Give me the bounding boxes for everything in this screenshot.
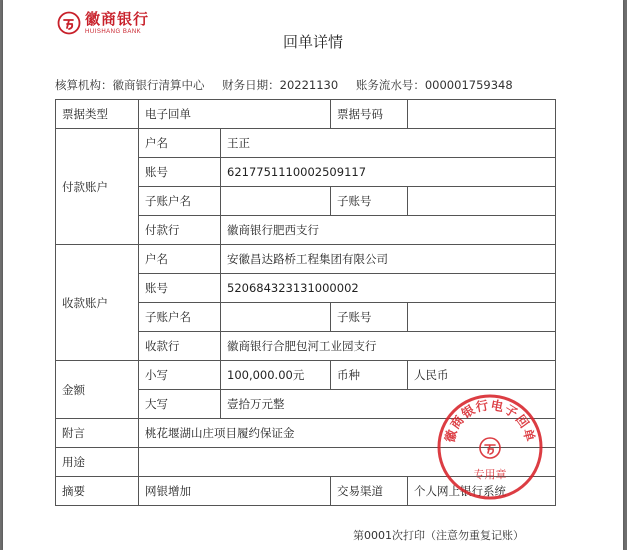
bill-no-label: 票据号码 <box>331 100 408 129</box>
payee-sub-name-value <box>221 303 331 332</box>
payer-sub-name-value <box>221 187 331 216</box>
summary-label: 摘要 <box>56 477 139 506</box>
payee-name-label: 户名 <box>139 245 221 274</box>
payee-sub-no-value <box>408 303 556 332</box>
org-value: 徽商银行清算中心 <box>112 78 205 92</box>
channel-value: 个人网上银行系统 <box>408 477 556 506</box>
bill-no-value <box>408 100 556 129</box>
table-row <box>56 448 556 477</box>
table-row <box>56 129 556 158</box>
bill-type-label: 票据类型 <box>56 100 139 129</box>
bank-name: 徽商银行 <box>85 10 150 28</box>
summary-value: 网银增加 <box>139 477 331 506</box>
payer-name-label: 户名 <box>139 129 221 158</box>
payee-sub-no-label: 子账号 <box>331 303 408 332</box>
amount-lower-label: 小写 <box>139 361 221 390</box>
payee-account-value: 520684323131000002 <box>221 274 556 303</box>
bill-type-value: 电子回单 <box>139 100 331 129</box>
date-label: 财务日期： <box>222 78 280 92</box>
table-row <box>56 361 556 390</box>
payee-bank-value: 徽商银行合肥包河工业园支行 <box>221 332 556 361</box>
table-row <box>56 100 556 129</box>
amount-upper-value: 壹拾万元整 <box>221 390 556 419</box>
payee-section-label: 收款账户 <box>56 245 139 361</box>
bank-name-en: HUISHANG BANK <box>85 29 142 35</box>
payee-bank-label: 收款行 <box>139 332 221 361</box>
note-label: 附言 <box>56 419 139 448</box>
payer-bank-label: 付款行 <box>139 216 221 245</box>
payer-name-value: 王正 <box>221 129 556 158</box>
serial-label: 账务流水号： <box>355 78 425 92</box>
note-value: 桃花堰湖山庄项目履约保证金 <box>139 419 556 448</box>
table-row <box>56 419 556 448</box>
seal-bottom-text: 专用章 <box>473 468 507 481</box>
purpose-value <box>139 448 556 477</box>
amount-upper-label: 大写 <box>139 390 221 419</box>
purpose-label: 用途 <box>56 448 139 477</box>
receipt-table <box>55 99 556 506</box>
payer-sub-name-label: 子账户名 <box>139 187 221 216</box>
table-row <box>56 245 556 274</box>
amount-section-label: 金额 <box>56 361 139 419</box>
channel-label: 交易渠道 <box>331 477 408 506</box>
payer-section-label: 付款账户 <box>56 129 139 245</box>
org-info <box>55 78 205 92</box>
table-row <box>56 477 556 506</box>
amount-lower-value: 100,000.00元 <box>221 361 331 390</box>
payee-sub-name-label: 子账户名 <box>139 303 221 332</box>
payer-account-label: 账号 <box>139 158 221 187</box>
payer-account-value: 6217751110002509117 <box>221 158 556 187</box>
date-info <box>222 78 338 92</box>
serial-info <box>356 78 513 92</box>
payer-bank-value: 徽商银行肥西支行 <box>221 216 556 245</box>
info-bar <box>55 77 527 93</box>
currency-value: 人民币 <box>408 361 556 390</box>
currency-label: 币种 <box>331 361 408 390</box>
seal-arc-text: 徽商银行电子回单 <box>441 397 539 444</box>
payer-sub-no-value <box>408 187 556 216</box>
date-value: 20221130 <box>279 78 339 92</box>
receipt-page <box>3 0 623 550</box>
serial-value: 000001759348 <box>424 78 513 92</box>
page-title: 回单详情 <box>282 33 343 51</box>
org-label: 核算机构： <box>55 78 113 92</box>
payer-sub-no-label: 子账号 <box>331 187 408 216</box>
payee-account-label: 账号 <box>139 274 221 303</box>
print-note: 第0001次打印（注意勿重复记账） <box>353 529 524 542</box>
payee-name-value: 安徽昌达路桥工程集团有限公司 <box>221 245 556 274</box>
